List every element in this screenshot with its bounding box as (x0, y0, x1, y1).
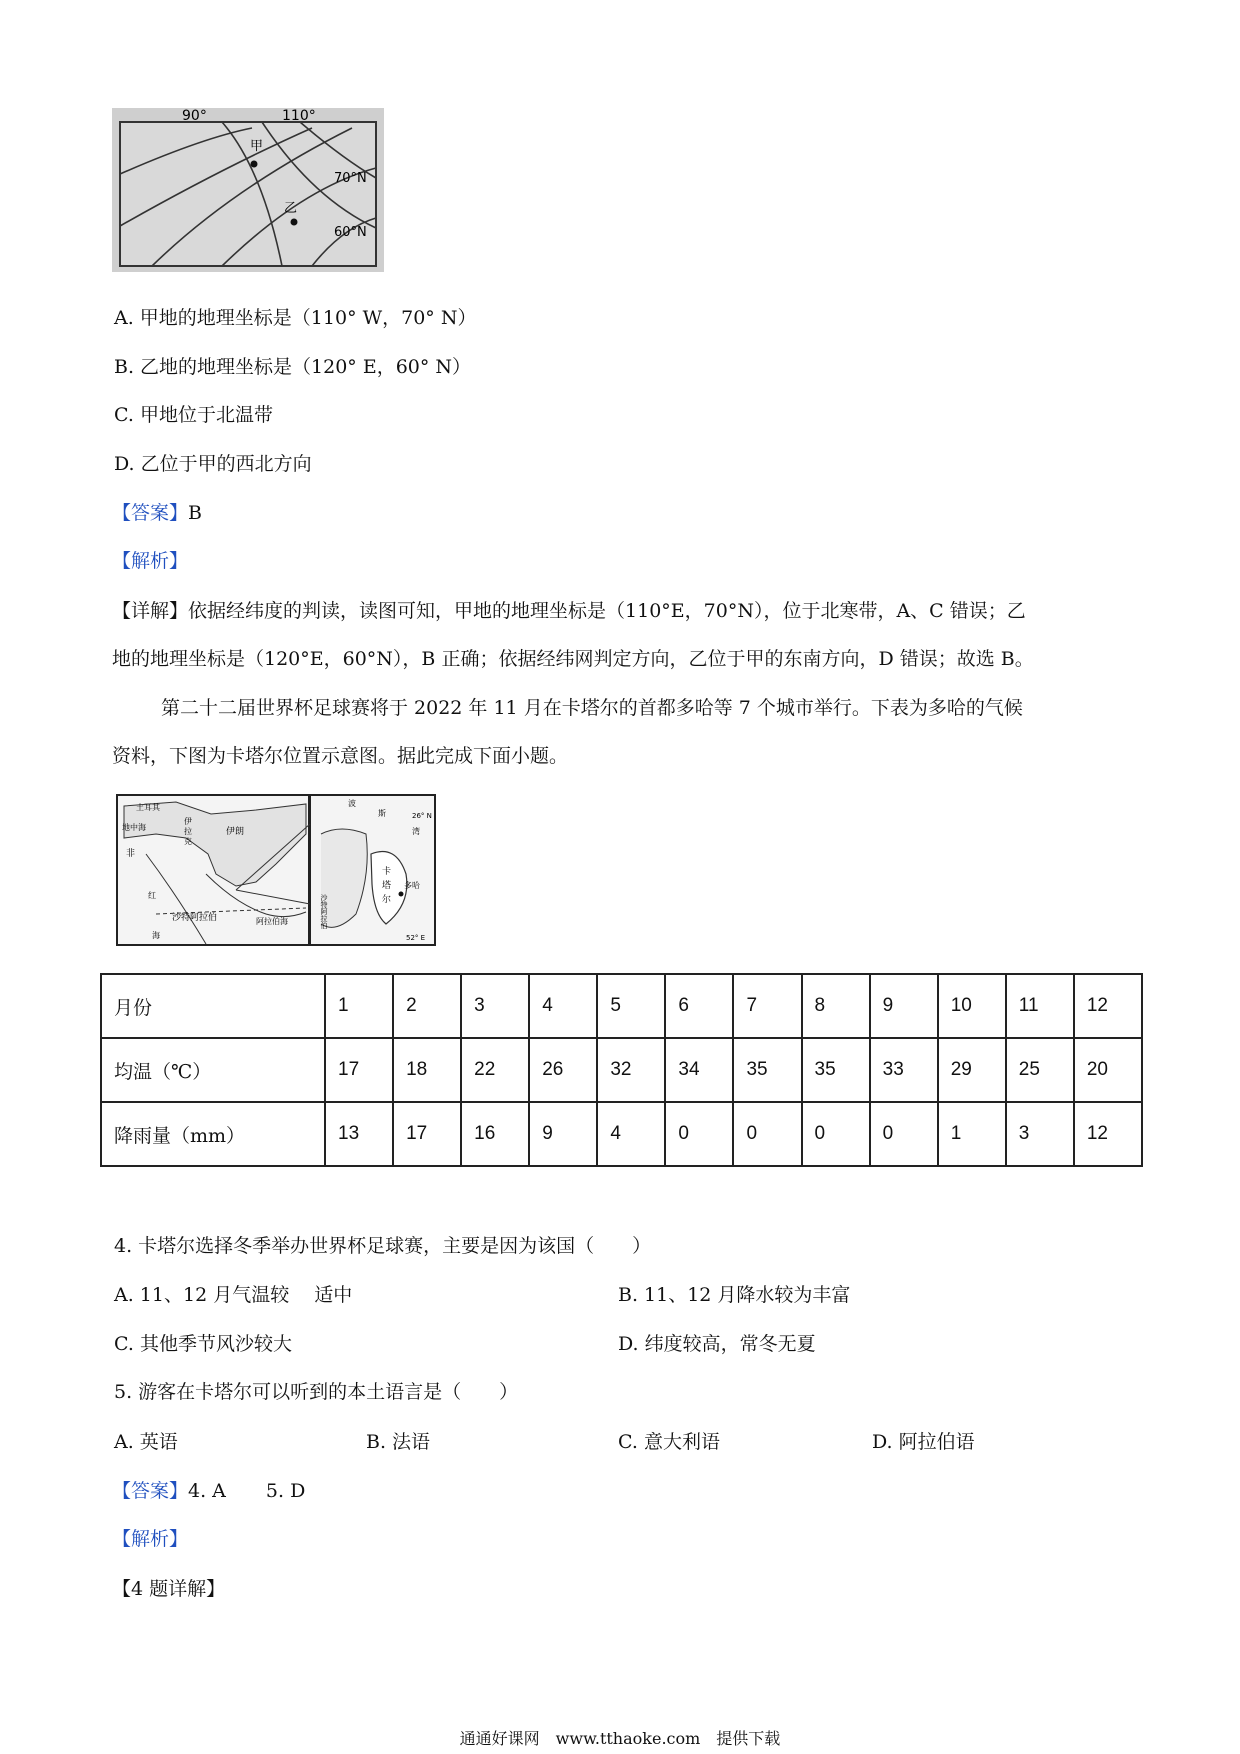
table-cell: 13 (325, 1102, 393, 1166)
table-cell: 10 (938, 974, 1006, 1038)
table-cell: 0 (870, 1102, 938, 1166)
table-row (101, 1038, 1142, 1102)
table-cell: 2 (393, 974, 461, 1038)
map-mediterranean: 地中海 (122, 823, 146, 832)
lat-70-label: 70°N (334, 171, 367, 186)
q4-option-c: C. 其他季节风沙较大 (114, 1333, 292, 1355)
map-arabian-sea: 阿拉伯海 (256, 917, 288, 926)
intro-line2: 资料，下图为卡塔尔位置示意图。据此完成下面小题。 (112, 745, 569, 767)
page-footer: 通通好课网 www.tthaoke.com 提供下载 (459, 1729, 781, 1748)
table-cell: 35 (802, 1038, 870, 1102)
q5-option-a: A. 英语 (114, 1431, 178, 1453)
map-gulf-1: 波 (348, 799, 356, 808)
q4-option-a: A. 11、12 月气温较 适中 (114, 1284, 353, 1306)
q3-option-b: B. 乙地的地理坐标是（120° E，60° N） (114, 356, 472, 378)
table-cell: 34 (665, 1038, 733, 1102)
row-label-rainfall: 降雨量（mm） (101, 1102, 325, 1166)
map-iran: 伊朗 (226, 827, 245, 837)
table-cell: 18 (393, 1038, 461, 1102)
map-doha: 多哈 (404, 881, 420, 890)
q5-stem: 5. 游客在卡塔尔可以听到的本土语言是（ ） (114, 1381, 519, 1403)
table-cell: 1 (938, 1102, 1006, 1166)
map-lat-26: 26° N (412, 812, 432, 820)
table-cell: 26 (529, 1038, 597, 1102)
table-cell: 7 (733, 974, 801, 1038)
latlong-grid-figure (112, 108, 384, 272)
q3-detail-line2: 地的地理坐标是（120°E，60°N），B 正确；依据经纬网判定方向，乙位于甲的东南方向，D 错误；故选 B。 (112, 648, 1034, 670)
point-jia-label: 甲 (250, 139, 264, 154)
map-lon-52: 52° E (406, 934, 426, 942)
q3-analysis-label: 【解析】 (112, 550, 189, 572)
map-iraq-3: 克 (184, 837, 192, 846)
table-cell: 22 (461, 1038, 529, 1102)
q3-option-d: D. 乙位于甲的西北方向 (114, 453, 312, 475)
detail-text-1: 依据经纬度的判读，读图可知，甲地的地理坐标是（110°E，70°N），位于北寒带，A、C 错误；乙 (188, 600, 1026, 622)
intro-line1: 第二十二届世界杯足球赛将于 2022 年 11 月在卡塔尔的首都多哈等 7 个城市举行。下表为多哈的气候 (161, 697, 1023, 719)
table-cell: 12 (1074, 974, 1142, 1038)
table-cell: 12 (1074, 1102, 1142, 1166)
table-cell: 4 (529, 974, 597, 1038)
map-iraq-1: 伊 (184, 817, 192, 826)
map-qatar-3: 尔 (382, 895, 392, 905)
table-cell: 1 (325, 974, 393, 1038)
lon-110-label: 110° (282, 108, 316, 124)
row-label-month: 月份 (101, 974, 325, 1038)
q45-answer (112, 1476, 305, 1503)
table-cell: 17 (393, 1102, 461, 1166)
map-qatar-1: 卡 (382, 867, 392, 877)
lat-60-label: 60°N (334, 225, 367, 240)
map-gulf-3: 湾 (412, 827, 420, 836)
table-cell: 4 (597, 1102, 665, 1166)
answer-label: 【答案】 (112, 502, 189, 524)
q3-detail-line1 (112, 596, 1026, 623)
table-row (101, 974, 1142, 1038)
point-jia-marker (251, 161, 258, 168)
q4-option-d: D. 纬度较高，常冬无夏 (618, 1333, 816, 1355)
point-yi-marker (291, 219, 298, 226)
answer-value: B (188, 502, 202, 524)
table-cell: 16 (461, 1102, 529, 1166)
q5-option-c: C. 意大利语 (618, 1431, 720, 1453)
map-gulf-2: 斯 (378, 809, 386, 818)
detail-label: 【详解】 (112, 600, 189, 622)
table-cell: 20 (1074, 1038, 1142, 1102)
table-cell: 5 (597, 974, 665, 1038)
q3-option-c: C. 甲地位于北温带 (114, 404, 273, 426)
answer-4: 4. A (188, 1480, 226, 1502)
lon-90-label: 90° (182, 108, 207, 124)
map-turkey: 土耳其 (136, 803, 160, 812)
q4-stem: 4. 卡塔尔选择冬季举办世界杯足球赛，主要是因为该国（ ） (114, 1235, 652, 1257)
q5-option-b: B. 法语 (366, 1431, 431, 1453)
map-red-sea-1: 红 (148, 891, 156, 900)
qatar-location-map (116, 794, 436, 946)
row-label-temperature: 均温（℃） (101, 1038, 325, 1102)
q3-option-a: A. 甲地的地理坐标是（110° W，70° N） (114, 307, 477, 329)
table-cell: 11 (1006, 974, 1074, 1038)
q45-analysis-label: 【解析】 (112, 1528, 189, 1550)
map-qatar-2: 塔 (382, 881, 392, 891)
q4-option-b: B. 11、12 月降水较为丰富 (618, 1284, 851, 1306)
table-cell: 9 (870, 974, 938, 1038)
map-africa: 非 (126, 849, 136, 859)
q4-detail-label: 【4 题详解】 (112, 1578, 226, 1600)
table-cell: 3 (461, 974, 529, 1038)
table-cell: 25 (1006, 1038, 1074, 1102)
point-yi-label: 乙 (284, 201, 298, 216)
table-row (101, 1102, 1142, 1166)
answer-label: 【答案】 (112, 1480, 189, 1502)
doha-climate-table (100, 973, 1143, 1167)
table-cell: 17 (325, 1038, 393, 1102)
table-cell: 6 (665, 974, 733, 1038)
map-iraq-2: 拉 (184, 827, 192, 836)
map-saudi: 沙特阿拉伯 (172, 913, 218, 923)
q5-option-d: D. 阿拉伯语 (872, 1431, 975, 1453)
map-saudi-vertical: 沙特阿拉伯 (320, 894, 328, 929)
table-cell: 3 (1006, 1102, 1074, 1166)
answer-5: 5. D (265, 1480, 306, 1502)
table-cell: 35 (733, 1038, 801, 1102)
table-cell: 0 (733, 1102, 801, 1166)
table-cell: 0 (802, 1102, 870, 1166)
doha-marker (399, 892, 404, 897)
table-cell: 8 (802, 974, 870, 1038)
table-cell: 33 (870, 1038, 938, 1102)
table-cell: 32 (597, 1038, 665, 1102)
table-cell: 0 (665, 1102, 733, 1166)
table-cell: 29 (938, 1038, 1006, 1102)
q3-answer (112, 498, 202, 525)
table-cell: 9 (529, 1102, 597, 1166)
map-red-sea-2: 海 (152, 931, 160, 940)
